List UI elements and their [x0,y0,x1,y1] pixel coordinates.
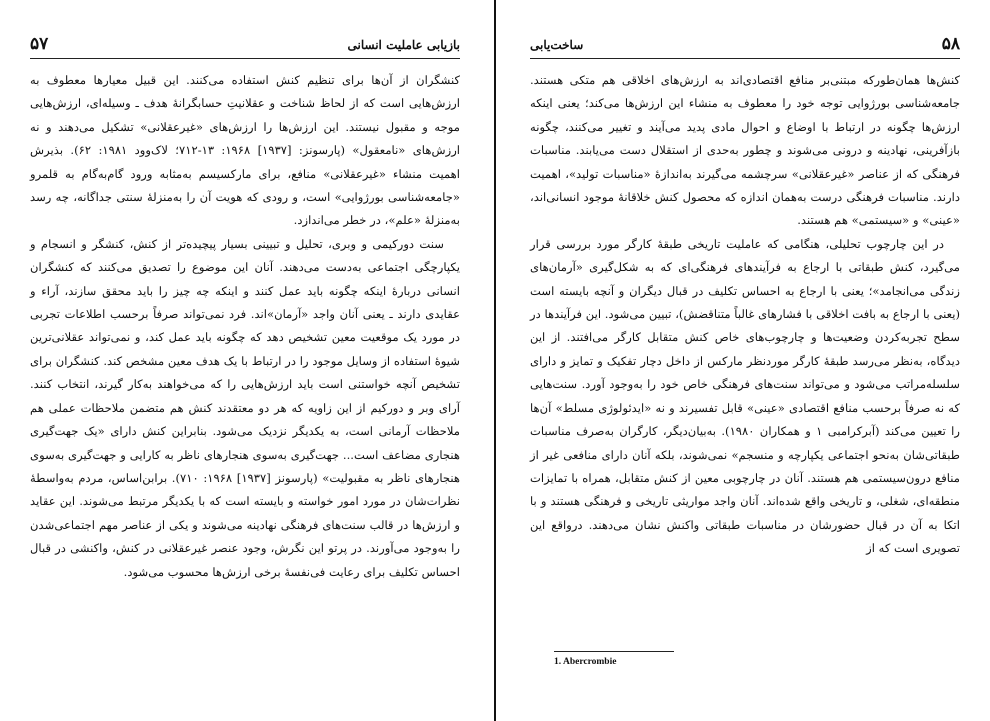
right-page-number: ۵۸ [941,34,960,54]
left-page [0,0,494,721]
right-page [496,0,990,721]
left-paragraph-1: کنشگران از آن‌ها برای تنظیم کنش استفاده می‌کنند. این قبیل معیارها معطوف به ارزش‌هایی است که از لحاظ شناخت و عقلانیتِ حسابگرانهٔ هدف ـ وسیله‌ای، ارزش‌هایی موجه و مقبول نیستند. این ارزش‌ها را ارزش‌های «غیرعقلانی» تشکیل می‌دهند و نه ارزش‌های «نامعقول» (پارسونز: [۱۹۳۷] ۱۹۶۸: ۱۳-۷۱۲؛ لاک‌وود ۱۹۸۱: ۶۲). بذیرش اهمیت منشاء «غیرعقلانی» منافع، برای مارکسیسم به‌مثابه ورود گام‌به‌گام به قلمرو «جامعه‌شناسی بورژوایی» است، و رودی که هویت آن را به‌منزلهٔ سنتی جداگانه، چه رسد به‌منزلهٔ «علم»، در خطر می‌اندازد. [30,73,461,228]
right-paragraph-2: در این چارچوب تحلیلی، هنگامی که عاملیت تاریخی طبقهٔ کارگر مورد بررسی قرار می‌گیرد، کنش طبقاتی با ارجاع به فرآیندهای فرهنگی‌ای که به شکل‌گیری «آرمان‌های زندگی می‌انجامد»؛ یعنی با ارجاع به احساس تکلیف در قبال دیگران و آنچه بایسته است (یعنی با ارجاع به بافت اخلاقی با فشارهای غالباً متناقضش)، تبیین می‌شود. این فرآیندها در سطح تجربه‌کردن وضعیت‌ها و چارچوب‌های خاص کنش متقابل کارگر می‌افتند. از این دیدگاه، به‌نظر می‌رسد طبقهٔ کارگر موردنظر مارکس از داخل دچار تفکیک و تمایز و دارای سلسله‌مراتب می‌شود و می‌تواند سنت‌های فرهنگی خاص خود را به‌وجود آورد. سنت‌هایی که نه صرفاً برحسب منافع اقتصادی «عینی» قابل تفسیرند و نه «ایدئولوژی مسلط» آن‌ها را تعیین می‌کند (آبرکرامبی ۱ و همکاران ۱۹۸۰). به‌بیان‌دیگر، کارگران به‌صرف مناسبات طبقاتی‌شان به‌نحو اجتماعی یکپارچه و منسجم» نمی‌شوند، بلکه آنان دارای منافعی غیر از منافع درون‌سیستمی هم هستند. آنان در چارچوبی معین از کنش متقابل، همراه با تمایزات منطقه‌ای، شغلی، و تاریخی واقع شده‌اند. آنان واجد مواریثی تاریخی و فرهنگی هستند و با اتکا به آن در قبال حضورشان در مناسبات طبقاتی واکنش نشان می‌دهند. درواقع این تصویری است که از [530,236,960,556]
left-page-number: ۵۷ [30,34,49,54]
footnote-rule [554,651,674,652]
right-page-header [530,34,960,59]
right-running-title: ساخت‌یابی [530,38,584,52]
right-body-text [530,69,960,561]
left-running-title: بازیابی عاملیت انسانی [347,38,460,52]
right-paragraph-1: کنش‌ها همان‌طورکه مبتنی‌بر منافع اقتصادی‌اند به ارزش‌های اخلاقی هم متکی هستند. جامعه‌شناسی بورژوایی توجه خود را معطوف به منشاء این ارزش‌ها می‌کند؛ یعنی اینکه ارزش‌ها چگونه در ارتباط با اوضاع و احوال مادی پدید می‌آیند و تغییر می‌کنند، چگونه بازآفرینی، نهادینه و درونی می‌شوند و چطور به‌حدی از استقلال دست می‌یابند. مناسبات فرهنگی که از عناصر «غیرعقلانی» سرچشمه می‌گیرند به‌اندازهٔ «مناسبات تولید»، اهمیت دارند. مناسبات فرهنگی درست به‌همان اندازه که محصول کنش خلاقانهٔ موجود انسانی‌اند، «عینی» و «سیستمی» هم هستند. [530,73,961,228]
left-page-header [30,34,460,59]
footnote: 1. Abercrombie [554,657,617,667]
left-body-text [30,69,460,584]
left-paragraph-2: سنت دورکیمی و وبری، تحلیل و تبیینی بسیار پیچیده‌تر از کنش، کنشگر و انسجام و یکپارچگی اجتماعی به‌دست می‌دهند. آنان این موضوع را تصدیق می‌کنند که کنشگران انسانی دربارهٔ اینکه چگونه باید عمل کنند و اینکه چه چیز را باید محقق سازند، آراء و عقایدی دارند ـ یعنی آنان واجد «آرمان»اند. فرد نمی‌تواند صرفاً برحسب اطلاعات تجربی در مورد یک موقعیت معین تشخیص دهد که چگونه باید عمل کند، و نمی‌تواند عقلانی‌ترین شیوهٔ استفاده از وسایل موجود را در ارتباط با یک هدف معین مشخص کند. کنشگران برای تشخیص آنچه خواستنی است باید ارزش‌هایی را که می‌خواهند به‌کار گیرند، انتخاب کنند. آرای وبر و دورکیم از این زاویه که هر دو معتقدند کنش هم متضمن ملاحظات عملی هم ملاحظات آرمانی است، به یکدیگر نزدیک می‌شود. بنابراین کنش دارای «یک جهت‌گیری هنجاری مضاعف است... جهت‌گیری به‌سوی هنجارهای ناظر به کارایی و جهت‌گیری به‌سوی هنجارهای ناظر به مقبولیت» (پارسونز [۱۹۳۷] ۱۹۶۸: ۷۱۰). برابن‌اساس، مردم به‌واسطهٔ نظرات‌شان در مورد امور خواسته و بایسته است که با یکدیگر مرتبط می‌شوند. این عقاید و ارزش‌ها در قالب سنت‌های فرهنگی نهادینه می‌شوند و یکی از عناصر مهم اجتماعی‌شدن را به‌وجود می‌آورند. در پرتو این نگرش، وجود عنصر غیرعقلانی در کنش، واکنشی در قبال احساس تکلیف برای رعایت فی‌نفسهٔ برخی ارزش‌ها محسوب می‌شود. [30,236,460,579]
